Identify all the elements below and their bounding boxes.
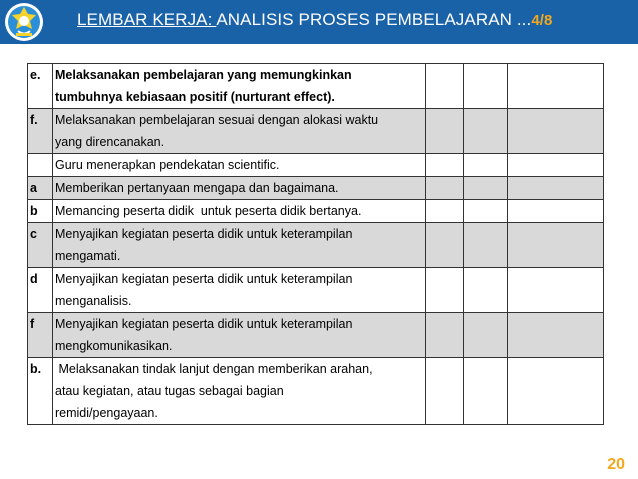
score-cell-3[interactable] [508, 313, 604, 358]
score-cell-2[interactable] [464, 268, 508, 313]
score-cell-3[interactable] [508, 200, 604, 223]
row-text-line: Menyajikan kegiatan peserta didik untuk keterampilan [55, 227, 353, 241]
slide-header [0, 0, 638, 44]
score-cell-3[interactable] [508, 109, 604, 154]
row-text-line: remidi/pengayaan. [55, 406, 158, 420]
tut-wuri-handayani-logo-icon [4, 2, 44, 42]
table-row [28, 358, 604, 425]
row-label: f. [28, 109, 53, 154]
score-cell-2[interactable] [464, 223, 508, 268]
row-description [53, 358, 426, 425]
title-underlined: LEMBAR KERJA: [77, 10, 217, 29]
row-text-line: yang direncanakan. [55, 135, 165, 149]
row-description [53, 313, 426, 358]
row-text-line: Guru menerapkan pendekatan scientific. [55, 158, 280, 172]
row-description [53, 64, 426, 109]
score-cell-3[interactable] [508, 268, 604, 313]
score-cell-3[interactable] [508, 64, 604, 109]
row-text-line: mengkomunikasikan. [55, 339, 173, 353]
row-text-line: tumbuhnya kebiasaan positif (nurturant effect). [55, 90, 335, 104]
score-cell-1[interactable] [426, 109, 464, 154]
score-cell-1[interactable] [426, 154, 464, 177]
score-cell-1[interactable] [426, 358, 464, 425]
row-text-line: Memberikan pertanyaan mengapa dan bagaimana. [55, 181, 339, 195]
table-row [28, 223, 604, 268]
score-cell-1[interactable] [426, 64, 464, 109]
score-cell-3[interactable] [508, 223, 604, 268]
row-text-line: Menyajikan kegiatan peserta didik untuk keterampilan [55, 272, 353, 286]
row-text-line: mengamati. [55, 249, 121, 263]
score-cell-3[interactable] [508, 358, 604, 425]
worksheet-rows [28, 64, 604, 425]
row-description [53, 223, 426, 268]
score-cell-2[interactable] [464, 64, 508, 109]
row-label: b. [28, 358, 53, 425]
score-cell-1[interactable] [426, 313, 464, 358]
score-cell-2[interactable] [464, 313, 508, 358]
row-description [53, 154, 426, 177]
table-row [28, 200, 604, 223]
row-description [53, 200, 426, 223]
row-label: b [28, 200, 53, 223]
row-text-line: menganalisis. [55, 294, 132, 308]
worksheet-table [27, 63, 604, 425]
score-cell-2[interactable] [464, 109, 508, 154]
row-text-line: Melaksanakan tindak lanjut dengan memberikan arahan, [55, 362, 373, 376]
score-cell-1[interactable] [426, 177, 464, 200]
page-indicator: 4/8 [531, 12, 553, 29]
table-row [28, 313, 604, 358]
row-label: c [28, 223, 53, 268]
row-label: e. [28, 64, 53, 109]
table-row [28, 154, 604, 177]
score-cell-1[interactable] [426, 200, 464, 223]
row-text-line: atau kegiatan, atau tugas sebagai bagian [55, 384, 284, 398]
table-row [28, 64, 604, 109]
score-cell-3[interactable] [508, 154, 604, 177]
row-text-line: Melaksanakan pembelajaran yang memungkinkan [55, 68, 352, 82]
table-row [28, 109, 604, 154]
row-label: a [28, 177, 53, 200]
row-description [53, 177, 426, 200]
row-text-line: Melaksanakan pembelajaran sesuai dengan alokasi waktu [55, 113, 379, 127]
page-number: 20 [607, 456, 625, 473]
title-main: ANALISIS PROSES PEMBELAJARAN ... [216, 10, 532, 29]
row-description [53, 268, 426, 313]
table-row [28, 268, 604, 313]
table-row [28, 177, 604, 200]
row-label [28, 154, 53, 177]
row-label: f [28, 313, 53, 358]
row-description [53, 109, 426, 154]
score-cell-1[interactable] [426, 268, 464, 313]
score-cell-2[interactable] [464, 200, 508, 223]
row-text-line: Menyajikan kegiatan peserta didik untuk keterampilan [55, 317, 353, 331]
row-text-line: Memancing peserta didik untuk peserta didik bertanya. [55, 204, 362, 218]
score-cell-3[interactable] [508, 177, 604, 200]
score-cell-2[interactable] [464, 154, 508, 177]
score-cell-2[interactable] [464, 358, 508, 425]
score-cell-2[interactable] [464, 177, 508, 200]
slide-title [77, 10, 552, 30]
score-cell-1[interactable] [426, 223, 464, 268]
row-label: d [28, 268, 53, 313]
